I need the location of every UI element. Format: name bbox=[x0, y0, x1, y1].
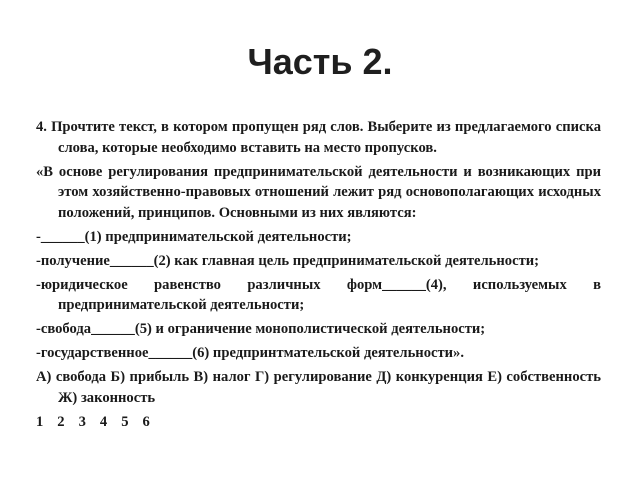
answer-options: А) свобода Б) прибыль В) налог Г) регулирование Д) конкуренция Е) собственность Ж) законность bbox=[36, 369, 601, 406]
list-item: -получение______(2) как главная цель предпринимательской деятельности; bbox=[36, 252, 540, 269]
answer-number: 3 bbox=[78, 413, 86, 430]
list-item: -государственное______(6) предпринтмательской деятельности». bbox=[36, 345, 464, 361]
answer-number: 1 bbox=[36, 413, 44, 430]
slide-title: Часть 2. bbox=[247, 41, 393, 82]
list-item: -юридическое равенство различных форм______(4), используемых в предпринимательской деятельности; bbox=[36, 276, 601, 313]
answer-number: 5 bbox=[121, 413, 129, 430]
quote-intro: «В основе регулирования предпринимательской деятельности и возникающих при этом хозяйственно-правовых отношений лежит ряд основополагающих исходных положений, принципов. Основными из них являются: bbox=[36, 163, 601, 221]
slide-body bbox=[36, 117, 601, 432]
answer-number-row bbox=[36, 412, 601, 433]
list-item: -______(1) предпринимательской деятельности; bbox=[36, 228, 352, 245]
answer-number: 4 bbox=[99, 413, 108, 430]
task-text: 4. Прочтите текст, в котором пропущен ряд слов. Выберите из предлагаемого списка слова, которые необходимо вставить на место пропусков. bbox=[36, 119, 601, 156]
answer-number: 6 bbox=[142, 413, 150, 430]
list-item: -свобода______(5) и ограничение монополистической деятельности; bbox=[36, 321, 486, 337]
answer-number: 2 bbox=[57, 413, 65, 430]
